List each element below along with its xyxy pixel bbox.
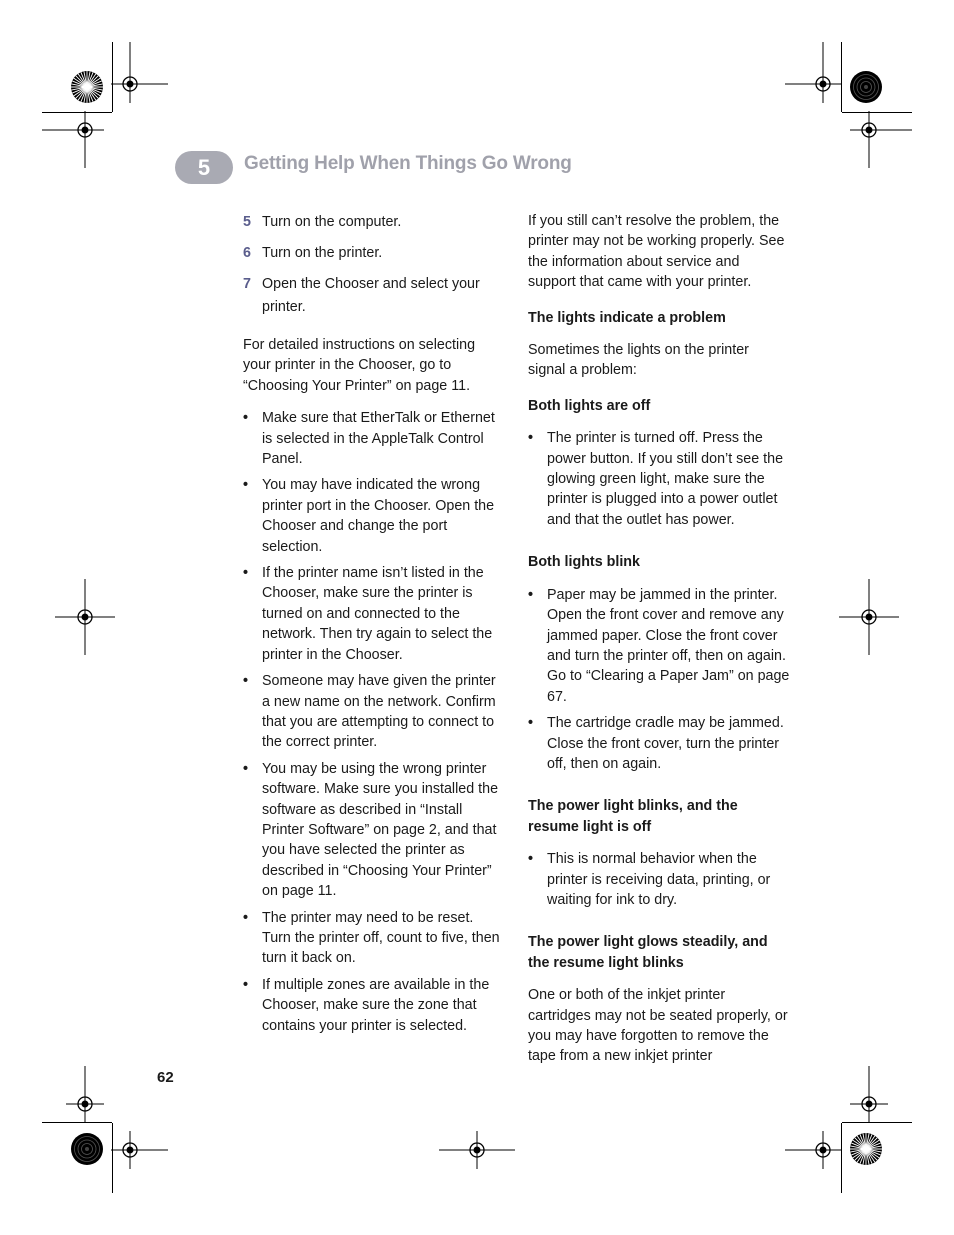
step-item bbox=[243, 273, 505, 319]
list-item bbox=[243, 908, 505, 969]
list-item bbox=[243, 408, 505, 469]
bullet-text: Someone may have given the printer a new name on the network. Confirm that you are attempting to connect to the correct printer. bbox=[262, 673, 496, 751]
list-item bbox=[243, 975, 505, 1036]
chapter-title: Getting Help When Things Go Wrong bbox=[244, 153, 572, 174]
section-heading-power-steady: The power light glows steadily, and the resume light blinks bbox=[528, 934, 768, 971]
list-item bbox=[528, 428, 790, 530]
step-text: Turn on the computer. bbox=[262, 214, 402, 230]
bullet-text: The printer is turned off. Press the power button. If you still don’t see the glowing green light, make sure the printer is plugged into a power outlet and that the outlet has power. bbox=[547, 430, 784, 528]
bullet-text: You may have indicated the wrong printer port in the Chooser. Open the Chooser and change the port selection. bbox=[262, 477, 495, 555]
step-item bbox=[243, 211, 505, 234]
list-item bbox=[243, 563, 505, 665]
left-column bbox=[243, 211, 505, 1042]
section-heading-power-blinks: The power light blinks, and the resume light is off bbox=[528, 798, 738, 835]
bullet-marker: • bbox=[528, 430, 534, 447]
resolve-intro: If you still can’t resolve the problem, the printer may not be working properly. See the information about service and support that came with your printer. bbox=[528, 213, 785, 291]
list-item bbox=[528, 713, 790, 774]
bullet-marker: • bbox=[243, 565, 249, 582]
bullet-text: The cartridge cradle may be jammed. Close the front cover, turn the printer off, then on again. bbox=[547, 715, 784, 772]
list-item bbox=[243, 759, 505, 902]
power-steady-text: One or both of the inkjet printer cartridges may not be seated properly, or you may have forgotten to remove the tape from a new inkjet printer bbox=[528, 987, 788, 1065]
bullet-marker: • bbox=[243, 976, 249, 993]
section-heading-both-off: Both lights are off bbox=[528, 397, 651, 414]
chapter-number: 5 bbox=[197, 154, 211, 180]
bullet-text: The printer may need to be reset. Turn the printer off, count to five, then turn it back on. bbox=[262, 909, 500, 967]
bullet-text: If multiple zones are available in the Chooser, make sure the zone that contains your printer is selected. bbox=[262, 976, 490, 1034]
step-number: 6 bbox=[243, 245, 251, 261]
step-item bbox=[243, 242, 505, 265]
step-number: 7 bbox=[243, 276, 251, 292]
list-item bbox=[243, 671, 505, 753]
bullet-text: This is normal behavior when the printer is receiving data, printing, or waiting for ink to dry. bbox=[547, 851, 771, 908]
section-heading-lights: The lights indicate a problem bbox=[528, 309, 726, 326]
bullet-text: Make sure that EtherTalk or Ethernet is selected in the AppleTalk Control Panel. bbox=[262, 410, 495, 468]
section-heading-both-blink: Both lights blink bbox=[528, 554, 640, 571]
bullet-marker: • bbox=[528, 586, 534, 603]
bullet-text: If the printer name isn’t listed in the Chooser, make sure the printer is turned on and connected to the network. Then try again to select the printer in the Chooser. bbox=[262, 565, 493, 663]
step-number: 5 bbox=[243, 214, 251, 230]
bullet-marker: • bbox=[243, 673, 249, 690]
bullet-marker: • bbox=[528, 851, 534, 868]
step-text: Open the Chooser and select your printer. bbox=[262, 276, 480, 315]
bullet-text: You may be using the wrong printer software. Make sure you installed the software as described in “Install Printer Software” on page 2, and that you have selected the printer as described in “Choosing Your Printer” on page 11. bbox=[262, 760, 499, 900]
chapter-badge bbox=[175, 151, 233, 184]
bullet-marker: • bbox=[243, 410, 249, 427]
list-item bbox=[243, 475, 505, 557]
lights-text: Sometimes the lights on the printer signal a problem: bbox=[528, 342, 749, 379]
page-number: 62 bbox=[157, 1069, 174, 1086]
chooser-intro: For detailed instructions on selecting your printer in the Chooser, go to “Choosing Your Printer” on page 11. bbox=[243, 337, 476, 394]
bullet-marker: • bbox=[243, 760, 249, 777]
step-text: Turn on the printer. bbox=[262, 245, 383, 261]
bullet-text: Paper may be jammed in the printer. Open the front cover and remove any jammed paper. Close the front cover and turn the printer off, then on again. Go to “Clearing a Paper Jam” on page 67. bbox=[547, 586, 790, 705]
list-item bbox=[528, 849, 790, 910]
bullet-marker: • bbox=[243, 909, 249, 926]
bullet-marker: • bbox=[528, 715, 534, 732]
list-item bbox=[528, 585, 790, 707]
bullet-marker: • bbox=[243, 477, 249, 494]
right-column bbox=[528, 211, 790, 1080]
